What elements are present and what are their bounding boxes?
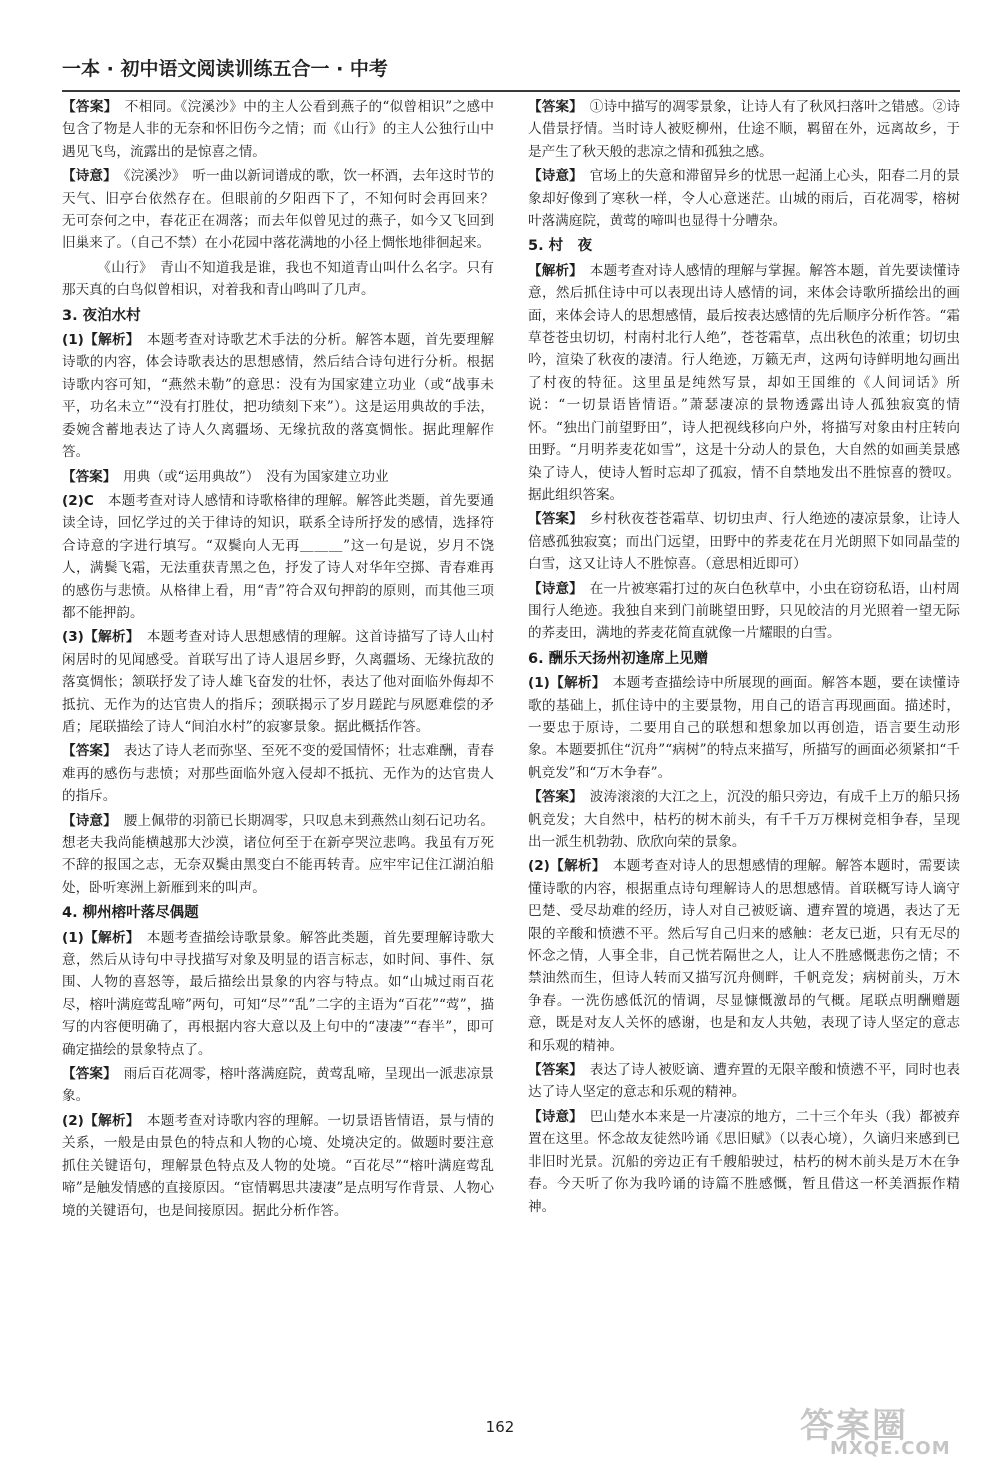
text-paragraph xyxy=(62,257,494,302)
text-paragraph xyxy=(62,1110,494,1222)
label-tag: 【答案】 xyxy=(528,1062,577,1079)
paragraph-text: 波涛滚滚的大江之上，沉没的船只旁边，有成千上万的船只扬帆竞发；大自然中，枯朽的树木前头，有千千万万棵树竞相争春，呈现出一派生机勃勃、欣欣向荣的景象。 xyxy=(528,789,961,850)
text-paragraph xyxy=(528,1059,960,1104)
text-paragraph xyxy=(62,626,494,738)
book-title: 一本 · 初中语文阅读训练五合一 · 中考 xyxy=(62,58,388,80)
label-tag: (1)【解析】 xyxy=(62,332,133,349)
text-paragraph xyxy=(62,96,494,163)
paragraph-text: 本题考查对诗人感情的理解与掌握。解答本题，首先要读懂诗意，然后抓住诗中可以表现出诗人感情的词，来体会诗歌所描绘出的画面，来体会诗人的思想感情，最后按表达感情的先后顺序分析作答。“霜草苍苍虫切切，村南村北行人绝”，苍苍霜草，点出秋色的浓重；切切虫吟，渲染了秋夜的凄清。行人绝迹，万籁无声，这两句诗鲜明地勾画出了村夜的特征。这里虽是纯然写景，却如王国维的《人间词话》所说：“一切景语皆情语。”萧瑟凄凉的景物透露出诗人孤独寂寞的情怀。“独出门前望野田”，诗人把视线移向户外，将描写对象由村庄转向田野。“月明荞麦花如雪”，这是十分动人的景色，大自然的如画美景感染了诗人，使诗人暂时忘却了孤寂，情不自禁地发出不胜惊喜的赞叹。据此组织答案。 xyxy=(528,262,961,503)
label-tag: 【答案】 xyxy=(528,511,577,528)
watermark-url: MXQE.COM xyxy=(830,1438,951,1459)
watermark-logo xyxy=(790,1398,990,1462)
paragraph-text: ①诗中描写的凋零景象，让诗人有了秋风扫落叶之错感。②诗人借景抒情。当时诗人被贬柳州，仕途不顺，羁留在外，远离故乡，于是产生了秋天般的悲凉之情和孤独之感。 xyxy=(528,99,961,160)
paragraph-text: 《浣溪沙》 听一曲以新词谱成的歌，饮一杯酒，去年这时节的天气、旧亭台依然存在。但眼前的夕阳西下了，不知何时会再回来？ 无可奈何之中，春花正在凋落；而去年似曾见过的燕子，如今又飞回到旧巢来了。（自己不禁）在小花园中落花满地的小径上惆怅地徘徊起来。 xyxy=(62,168,508,252)
label-tag: 【答案】 xyxy=(528,99,577,115)
text-paragraph xyxy=(528,786,960,853)
text-paragraph xyxy=(62,329,494,463)
text-paragraph xyxy=(528,578,960,645)
paragraph-text: 表达了诗人老而弥坚、至死不变的爱国情怀；壮志难酬，青春难再的感伤与悲愤；对那些面临外寇入侵却不抵抗、无作为的达官贵人的指斥。 xyxy=(62,743,495,805)
paragraph-text: 在一片被寒霜打过的灰白色秋草中，小虫在窃窃私语，山村周围行人绝迹。我独自来到门前眺望田野，只见皎洁的月光照着一望无际的荞麦田，满地的荞麦花简直就像一片耀眼的白雪。 xyxy=(528,580,961,642)
label-tag: 【诗意】 xyxy=(62,812,111,829)
paragraph-text: 6. 酬乐天扬州初逢席上见赠 xyxy=(528,650,709,667)
paragraph-text: 本题考查对诗人思想感情的理解。这首诗描写了诗人山村闲居时的见闻感受。首联写出了诗人退居乡野，久离疆场、无缘抗敌的落寞惆怅；颔联抒发了诗人雄飞奋发的壮怀，表达了他对面临外侮却不抵抗、无作为的达官贵人的指斥；颈联揭示了岁月蹉跎与夙愿难偿的矛盾；尾联描绘了诗人“间泊水村”的寂寥景象。据此概括作答。 xyxy=(62,629,494,735)
paragraph-text: 《山行》 青山不知道我是谁，我也不知道青山叫什么名字。只有那天真的白鸟似曾相识，对着我和青山鸣叫了几声。 xyxy=(62,259,494,299)
paragraph-text: 乡村秋夜苍苍霜草、切切虫声、行人绝迹的凄凉景象，让诗人倍感孤独寂寞；而出门远望，田野中的荞麦花在月光朗照下如同晶莹的白雪，这又让诗人不胜惊喜。（意思相近即可） xyxy=(528,511,961,573)
label-tag: 【诗意】 xyxy=(62,168,111,185)
text-paragraph xyxy=(528,855,960,1057)
paragraph-text: 4. 柳州榕叶落尽偶题 xyxy=(62,905,199,922)
right-column xyxy=(528,96,960,1220)
paragraph-text: 3. 夜泊水村 xyxy=(62,307,141,324)
label-tag: (3)【解析】 xyxy=(62,629,133,646)
label-tag: 【答案】 xyxy=(528,789,577,806)
label-tag: 【答案】 xyxy=(62,743,111,760)
text-paragraph xyxy=(62,165,508,255)
text-paragraph xyxy=(62,810,494,900)
left-column xyxy=(62,96,508,1224)
watermark-logo-text: 答案圈 xyxy=(800,1406,908,1446)
text-paragraph xyxy=(62,1063,494,1108)
paragraph-text: 本题考查描绘诗歌景象。解答此类题，首先要理解诗歌大意，然后从诗句中寻找描写对象及明显的语言标志，如时间、事件、氛围、人物的喜怒等，最后描绘出景象的内容与特点。如“山城过雨百花尽，榕叶满庭莺乱啼”两句，可知“尽”“乱”二字的主语为“百花”“莺”，描写的内容便明确了，再根据内容大意以及上句中的“凄凄”“春半”，即可确定描绘的景象特点了。 xyxy=(62,929,494,1058)
label-tag: 【答案】 xyxy=(62,1066,111,1083)
text-paragraph xyxy=(528,165,960,232)
text-paragraph xyxy=(62,466,494,488)
text-paragraph xyxy=(62,740,494,807)
page-number: 162 xyxy=(485,1418,515,1436)
text-paragraph xyxy=(528,96,960,163)
paragraph-text: 官场上的失意和滞留异乡的忧思一起涌上心头，阳春二月的景象却好像到了寒秋一样，令人心意迷茫。山城的雨后，百花凋零，榕树叶落满庭院，黄莺的啼叫也显得十分嘈杂。 xyxy=(528,168,961,230)
text-paragraph xyxy=(528,260,960,506)
label-tag: 【答案】 xyxy=(62,468,110,485)
label-tag: (2)【解析】 xyxy=(62,1112,133,1129)
label-tag: (1)【解析】 xyxy=(62,929,133,946)
paragraph-text: 腰上佩带的羽箭已长期凋零，只叹息未到燕然山刻石记功名。想老夫我尚能横越那大沙漠，诸位何至于在新亭哭泣悲鸣。我虽有万死不辞的报国之志，无奈双鬓由黑变白不能再转青。应牢牢记住江湖泊船处，卧听寒洲上新雁到来的叫声。 xyxy=(62,812,495,896)
section-heading xyxy=(62,305,494,327)
text-paragraph xyxy=(62,490,494,624)
text-paragraph xyxy=(528,672,960,784)
label-tag: (1)【解析】 xyxy=(528,675,599,692)
label-tag: 【诗意】 xyxy=(528,168,577,185)
label-tag: (2)C xyxy=(62,492,94,509)
paragraph-text: 雨后百花凋零，榕叶落满庭院，黄莺乱啼，呈现出一派悲凉景象。 xyxy=(62,1066,495,1105)
section-heading xyxy=(528,648,960,670)
paragraph-text: 本题考查对诗歌艺术手法的分析。解答本题，首先要理解诗歌的内容，体会诗歌表达的思想感情，然后结合诗句进行分析。根据诗歌内容可知，“燕然未勒”的意思：没有为国家建立功业（或“战事未平，功名未立”“没有打胜仗，把功绩刻下来”）。这是运用典故的手法，委婉含蓄地表达了诗人久离疆场、无缘抗敌的落寞惆怅。据此理解作答。 xyxy=(62,332,494,461)
label-tag: (2)【解析】 xyxy=(528,858,599,875)
paragraph-text: 5. 村 夜 xyxy=(528,238,593,255)
label-tag: 【答案】 xyxy=(62,99,111,115)
paragraph-text: 巴山楚水本来是一片凄凉的地方，二十三个年头（我）都被弃置在这里。怀念故友徒然吟诵《思旧赋》（以表心境），久谪归来感到已非旧时光景。沉船的旁边正有千艘船驶过，枯朽的树木前头是万木在争春。今天听了你为我吟诵的诗篇不胜感慨，暂且借这一杯美酒振作精神。 xyxy=(528,1108,961,1215)
label-tag: 【解析】 xyxy=(528,262,577,279)
text-paragraph xyxy=(62,927,494,1061)
paragraph-text: 表达了诗人被贬谪、遭弃置的无限辛酸和愤懑不平，同时也表达了诗人坚定的意志和乐观的精神。 xyxy=(528,1062,961,1101)
section-heading xyxy=(528,235,960,257)
text-paragraph xyxy=(528,1106,960,1218)
label-tag: 【诗意】 xyxy=(528,580,577,597)
paragraph-text: 本题考查对诗人感情和诗歌格律的理解。解答此类题，首先要通读全诗，回忆学过的关于律诗的知识，联系全诗所抒发的感情，选择符合诗意的字进行填写。“双鬓向人无再＿＿＿”这一句是说，岁月不饶人，满鬓飞霜，无法重获青黑之色，抒发了诗人对华年空掷、青春难再的感伤与悲愤。从格律上看，用“青”符合双句押韵的原则，而其他三项都不能押韵。 xyxy=(62,492,494,621)
page-header xyxy=(62,54,960,92)
paragraph-text: 用典（或“运用典故”） 没有为国家建立功业 xyxy=(109,468,389,485)
paragraph-text: 本题考查描绘诗中所展现的画面。解答本题，要在读懂诗歌的基础上，抓住诗中的主要景物，用自己的语言再现画面。描述时，一要忠于原诗，二要用自己的联想和想象加以再创造，语言要生动形象。本题要抓住“沉舟”“病树”的特点来描写，所描写的画面必须紧扣“千帆竞发”和“万木争春”。 xyxy=(528,675,960,781)
paragraph-text: 本题考查对诗人的思想感情的理解。解答本题时，需要读懂诗歌的内容，根据重点诗句理解诗人的思想感情。首联概写诗人谪守巴楚、受尽劫难的经历，诗人对自己被贬谪、遭弃置的境遇，表达了无限的辛酸和愤懑不平。然后写自己归来的感触：老友已逝，只有无尽的怀念之情，人事全非，自己恍若隔世之人，让人不胜感慨悲伤之情；不禁油然而生，但诗人转而又描写沉舟侧畔，千帆竞发；病树前头，万木争春。一洗伤感低沉的情调，尽显慷慨激昂的气概。尾联点明酬赠题意，既是对友人关怀的感谢，也是和友人共勉，表现了诗人坚定的意志和乐观的精神。 xyxy=(528,858,960,1054)
label-tag: 【诗意】 xyxy=(528,1108,577,1125)
paragraph-text: 本题考查对诗歌内容的理解。一切景语皆情语，景与情的关系，一般是由景色的特点和人物的心境、处境决定的。做题时要注意抓住关键语句，理解景色特点及人物的处境。“百花尽”“榕叶满庭莺乱啼”是触发情感的直接原因。“宦情羁思共凄凄”是点明写作背景、人物心境的关键语句，也是间接原因。据此分析作答。 xyxy=(62,1112,494,1219)
text-paragraph xyxy=(528,508,960,575)
paragraph-text: 不相同。《浣溪沙》中的主人公看到燕子的“似曾相识”之感中包含了物是人非的无奈和怀旧伤今之情；而《山行》的主人公独行山中遇见飞鸟，流露出的是惊喜之情。 xyxy=(62,99,494,160)
section-heading xyxy=(62,902,494,924)
